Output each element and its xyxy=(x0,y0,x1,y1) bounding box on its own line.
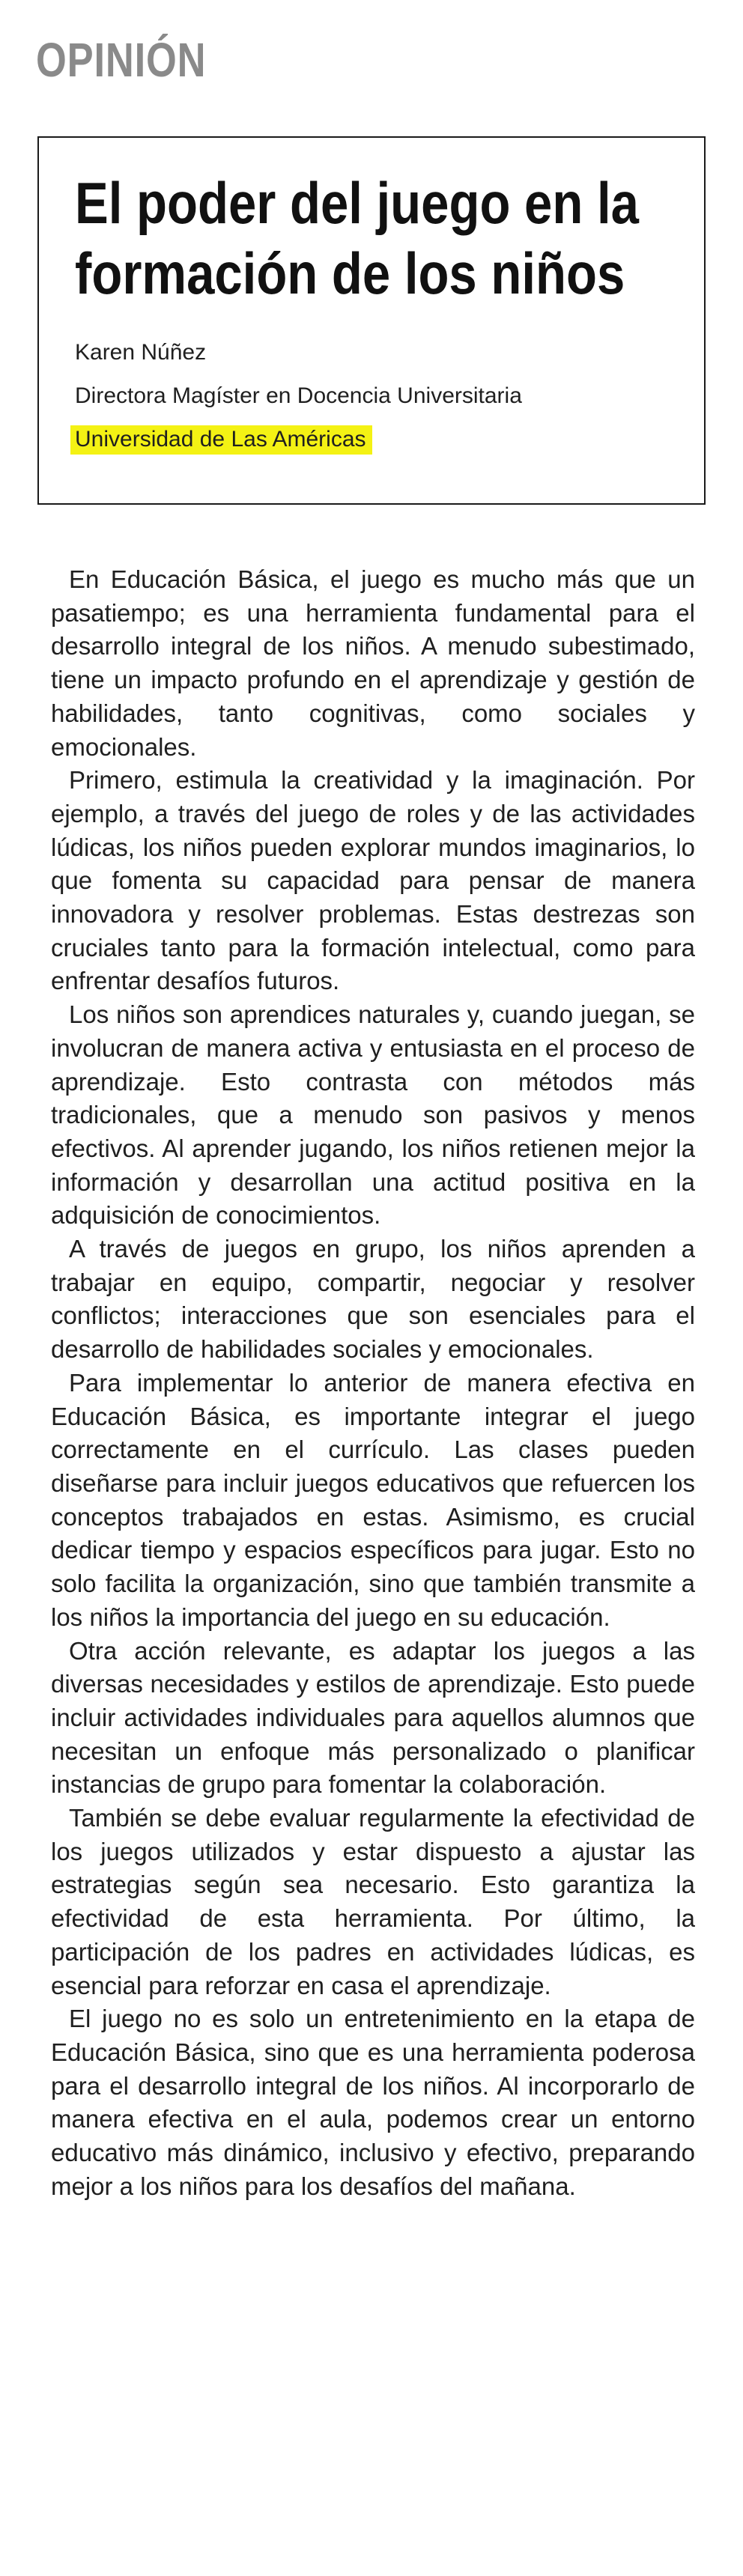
author-institution: Universidad de Las Américas xyxy=(70,425,372,455)
article-body xyxy=(51,563,695,2203)
author-title: Directora Magíster en Docencia Universitaria xyxy=(75,383,522,408)
author-name: Karen Núñez xyxy=(75,340,207,365)
article-paragraph: A través de juegos en grupo, los niños aprenden a trabajar en equipo, compartir, negociar y resolver conflictos; interacciones que son esenciales para el desarrollo de habilidades sociales y emocionales. xyxy=(51,1235,695,1364)
article-paragraph: Para implementar lo anterior de manera efectiva en Educación Básica, es importante integrar el juego correctamente en el currículo. Las clases pueden diseñarse para incluir juegos educativos que refuercen los conceptos trabajados en estas. Asimismo, es crucial dedicar tiempo y espacios específicos para jugar. Esto no solo facilita la organización, sino que también transmite a los niños la importancia del juego en su educación. xyxy=(51,1368,695,1631)
article-paragraph: También se debe evaluar regularmente la efectividad de los juegos utilizados y estar dispuesto a ajustar las estrategias según sea necesario. Esto garantiza la efectividad de esta herramienta. Por último, la participación de los padres en actividades lúdicas, es esencial para reforzar en casa el aprendizaje. xyxy=(51,1804,695,1999)
article-paragraph: Otra acción relevante, es adaptar los juegos a las diversas necesidades y estilos de aprendizaje. Esto puede incluir actividades individuales para aquellos alumnos que necesitan un enfoque más personalizado o planificar instancias de grupo para fomentar la colaboración. xyxy=(51,1636,695,1799)
section-label: OPINIÓN xyxy=(36,33,207,87)
article-paragraph: Los niños son aprendices naturales y, cuando juegan, se involucran de manera activa y entusiasta en el proceso de aprendizaje. Esto contrasta con métodos más tradicionales, que a menudo son pasivos y menos efectivos. Al aprender jugando, los niños retienen mejor la información y desarrollan una actitud positiva en la adquisición de conocimientos. xyxy=(51,1000,695,1230)
article-paragraph: El juego no es solo un entretenimiento en la etapa de Educación Básica, sino que es una herramienta poderosa para el desarrollo integral de los niños. Al incorporarlo de manera efectiva en el aula, podemos crear un entorno educativo más dinámico, inclusivo y efectivo, preparando mejor a los niños para los desafíos del mañana. xyxy=(51,2005,695,2200)
article-paragraph: En Educación Básica, el juego es mucho más que un pasatiempo; es una herramienta fundamental para el desarrollo integral de los niños. A menudo subestimado, tiene un impacto profundo en el aprendizaje y gestión de habilidades, tanto cognitivas, como sociales y emocionales. xyxy=(51,565,695,761)
author-byline xyxy=(75,331,522,461)
article-paragraph: Primero, estimula la creatividad y la imaginación. Por ejemplo, a través del juego de roles y de las actividades lúdicas, los niños pueden explorar mundos imaginarios, lo que fomenta su capacidad para pensar de manera innovadora y resolver problemas. Estas destrezas son cruciales tanto para la formación intelectual, como para enfrentar desafíos futuros. xyxy=(51,766,695,995)
article-headline: El poder del juego en la formación de los niños xyxy=(75,170,639,306)
headline-box xyxy=(37,136,706,505)
